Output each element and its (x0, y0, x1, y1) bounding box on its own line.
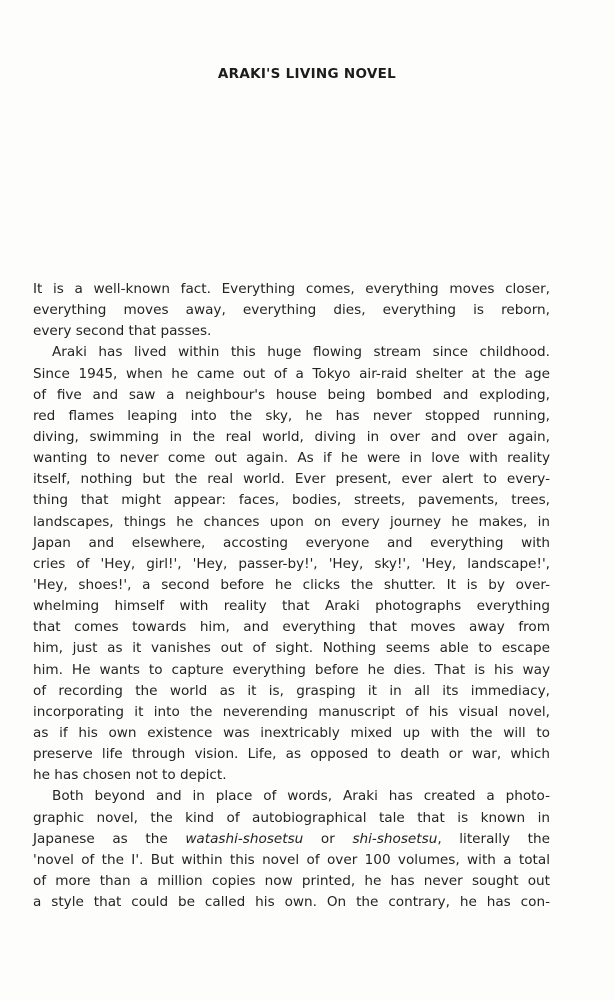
text-line: every second that passes. (33, 323, 212, 340)
text-line: 'Hey, shoes!', a second before he clicks the shutter. It is by over- (33, 576, 550, 593)
text-line: that comes towards him, and everything that moves away from (33, 619, 550, 636)
text-line: red flames leaping into the sky, he has never stopped running, (33, 407, 550, 424)
text-line: he has chosen not to depict. (33, 767, 227, 784)
paragraph-3 (33, 786, 550, 913)
text-line: It is a well-known fact. Everything comes, everything moves closer, (33, 281, 550, 297)
text-line: of more than a million copies now printed, he has never sought out (33, 872, 550, 889)
text-line: whelming himself with reality that Araki photographs everything (33, 598, 550, 615)
paragraph-2 (33, 342, 550, 786)
text-line: him, just as it vanishes out of sight. Nothing seems able to escape (33, 640, 550, 657)
text-line: thing that might appear: faces, bodies, streets, pavements, trees, (33, 492, 550, 509)
text-line: Araki has lived within this huge flowing stream since childhood. (52, 344, 550, 361)
text-run: , literally the (437, 830, 550, 847)
italic-term: watashi-shosetsu (185, 830, 304, 847)
text-line: itself, nothing but the real world. Ever present, ever alert to every- (33, 471, 550, 488)
chapter-title: ARAKI'S LIVING NOVEL (217, 66, 397, 82)
text-line: wanting to never come out again. As if he were in love with reality (33, 450, 550, 467)
text-line: diving, swimming in the real world, diving in over and over again, (33, 428, 550, 445)
text-line: preserve life through vision. Life, as opposed to death or war, which (33, 746, 550, 763)
text-line: Both beyond and in place of words, Araki has created a photo- (52, 788, 550, 805)
text-line: him. He wants to capture everything before he dies. That is his way (33, 661, 550, 678)
text-run: or (303, 830, 353, 847)
text-line-with-italics (33, 829, 550, 850)
text-line: landscapes, things he chances upon on every journey he makes, in (33, 513, 550, 530)
text-line: a style that could be called his own. On the contrary, he has con- (33, 894, 550, 911)
text-line: 'novel of the I'. But within this novel of over 100 volumes, with a total (33, 851, 550, 868)
text-line: cries of 'Hey, girl!', 'Hey, passer-by!', 'Hey, sky!', 'Hey, landscape!', (33, 555, 550, 572)
text-line: Since 1945, when he came out of a Tokyo air-raid shelter at the age (33, 365, 550, 382)
text-line: graphic novel, the kind of autobiographical tale that is known in (33, 809, 550, 826)
text-line: of recording the world as it is, grasping it in all its immediacy, (33, 682, 550, 699)
text-line: everything moves away, everything dies, everything is reborn, (33, 302, 550, 319)
italic-term: shi-shosetsu (352, 830, 438, 847)
body-text (33, 279, 550, 913)
paragraph-1 (33, 279, 550, 342)
text-line: Japan and elsewhere, accosting everyone and everything with (33, 534, 550, 551)
text-line: of five and saw a neighbour's house being bombed and exploding, (33, 386, 550, 403)
text-line: incorporating it into the neverending manuscript of his visual novel, (33, 703, 550, 720)
text-line: as if his own existence was inextricably mixed up with the will to (33, 724, 550, 741)
text-run: Japanese as the (33, 830, 186, 847)
